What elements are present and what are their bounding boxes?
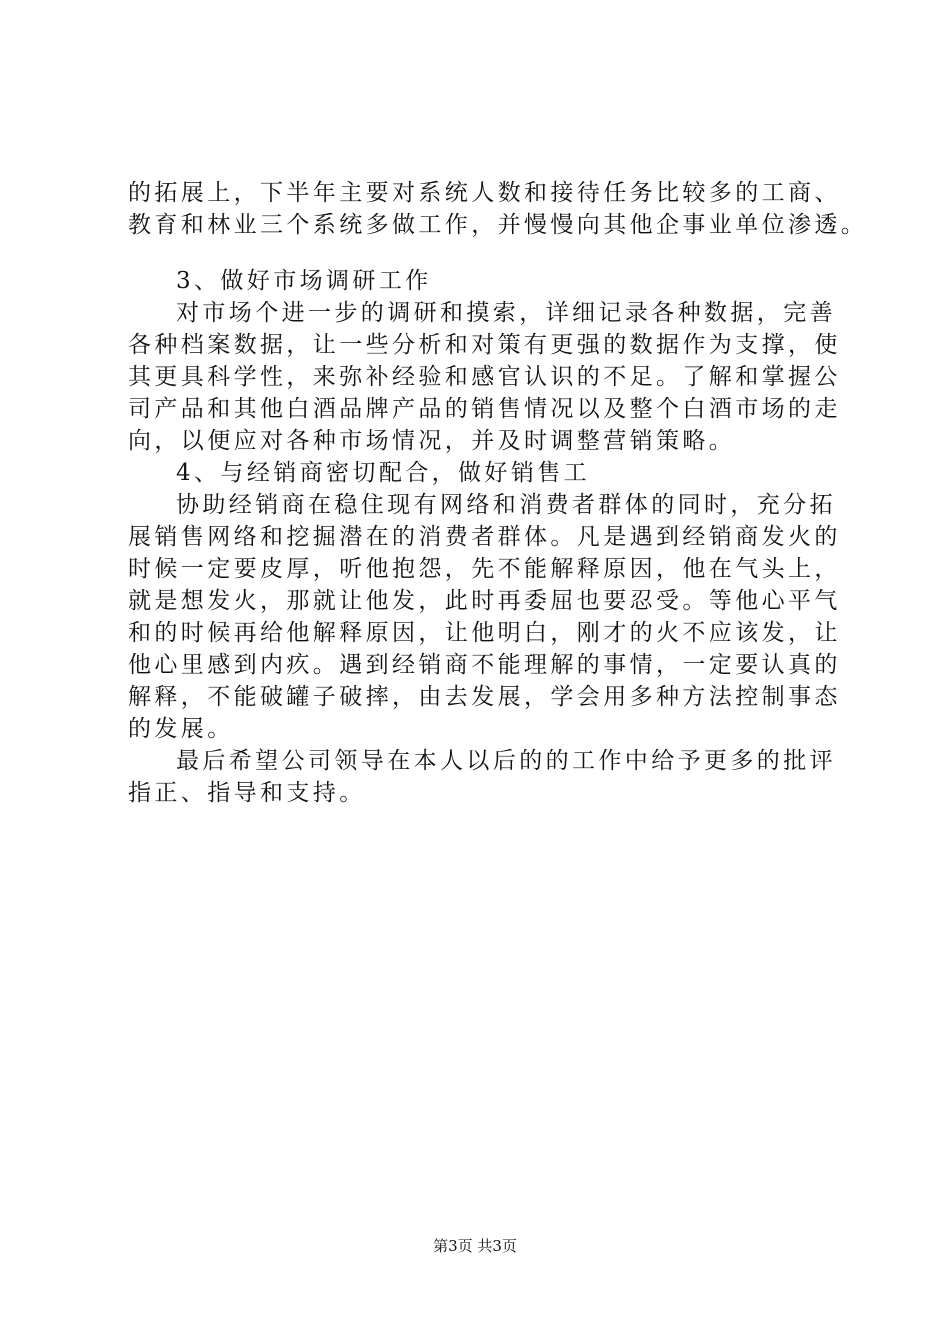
text-line: 就是想发火，那就让他发，此时再委屈也要忍受。等他心平气 (128, 588, 841, 614)
text-line: 展销售网络和挖掘潜在的消费者群体。凡是遇到经销商发火的 (128, 524, 841, 550)
text-line: 时候一定要皮厚，听他抱怨，先不能解释原因，他在气头上， (128, 556, 841, 582)
section-heading: 4、与经销商密切配合，做好销售工 (176, 460, 591, 486)
text-line: 的发展。 (128, 716, 234, 742)
text-line: 司产品和其他白酒品牌产品的销售情况以及整个白酒市场的走 (128, 396, 841, 422)
text-line: 对市场个进一步的调研和摸索，详细记录各种数据，完善 (176, 300, 836, 326)
text-line: 他心里感到内疚。遇到经销商不能理解的事情，一定要认真的 (128, 652, 841, 678)
section-heading: 3、做好市场调研工作 (176, 268, 432, 294)
text-line: 其更具科学性，来弥补经验和感官认识的不足。了解和掌握公 (128, 364, 841, 390)
text-line: 解释，不能破罐子破摔，由去发展，学会用多种方法控制事态 (128, 684, 841, 710)
text-line: 最后希望公司领导在本人以后的的工作中给予更多的批评 (176, 748, 836, 774)
text-line: 各种档案数据，让一些分析和对策有更强的数据作为支撑，使 (128, 332, 841, 358)
text-line: 的拓展上，下半年主要对系统人数和接待任务比较多的工商、 (128, 180, 841, 206)
text-line: 向，以便应对各种市场情况，并及时调整营销策略。 (128, 428, 736, 454)
text-line: 指正、指导和支持。 (128, 780, 366, 806)
text-line: 协助经销商在稳住现有网络和消费者群体的同时，充分拓 (176, 492, 836, 518)
text-line: 教育和林业三个系统多做工作，并慢慢向其他企事业单位渗透。 (128, 212, 868, 238)
text-line: 和的时候再给他解释原因，让他明白，刚才的火不应该发，让 (128, 620, 841, 646)
page-number-footer: 第3页 共3页 (433, 1237, 517, 1255)
